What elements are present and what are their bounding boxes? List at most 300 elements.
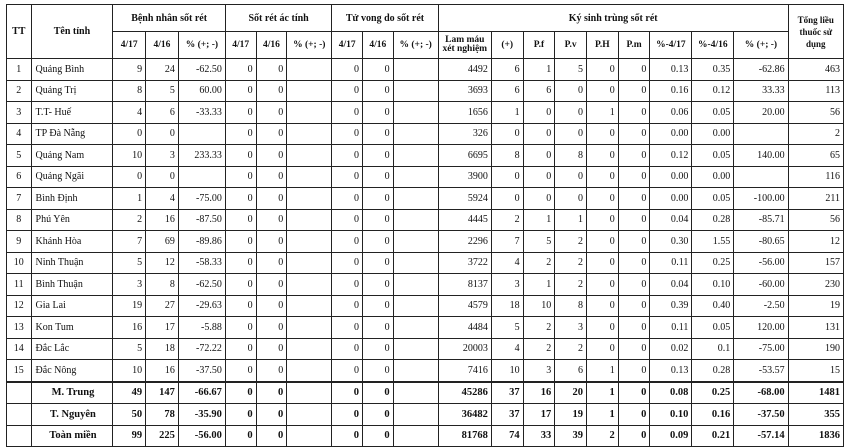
table-cell: -75.00: [734, 338, 788, 360]
table-cell: 0: [256, 317, 287, 339]
table-cell: -80.65: [734, 231, 788, 253]
table-cell: 0: [491, 123, 523, 145]
table-cell: 0: [491, 166, 523, 188]
table-cell: 2: [523, 252, 555, 274]
table-cell: 0: [618, 252, 650, 274]
table-cell: 12: [788, 231, 843, 253]
table-cell: 2: [587, 425, 619, 447]
table-cell: 0: [256, 404, 287, 426]
table-cell: 0: [332, 425, 363, 447]
table-body: [7, 59, 844, 447]
table-cell: 0: [225, 59, 256, 81]
table-cell: 0: [146, 166, 179, 188]
table-cell: -89.86: [178, 231, 225, 253]
table-cell: 0: [225, 188, 256, 210]
table-cell: 0: [332, 59, 363, 81]
table-cell: 0: [618, 102, 650, 124]
table-cell: 4: [491, 338, 523, 360]
table-cell: 0: [225, 209, 256, 231]
table-row: [7, 360, 844, 382]
table-cell: 0.00: [650, 188, 692, 210]
table-cell: [393, 274, 438, 296]
table-cell: 0: [332, 188, 363, 210]
table-cell: 8: [491, 145, 523, 167]
table-cell: [393, 102, 438, 124]
table-cell: 0: [555, 166, 587, 188]
table-cell: 0: [256, 252, 287, 274]
province-name: Quảng Bình: [31, 59, 113, 81]
table-cell: 1: [555, 209, 587, 231]
table-cell: 0: [587, 274, 619, 296]
table-cell: 0.00: [650, 123, 692, 145]
table-cell: 3: [113, 274, 146, 296]
table-cell: 0: [491, 188, 523, 210]
table-cell: 1656: [438, 102, 491, 124]
table-cell: 0: [618, 123, 650, 145]
table-cell: 190: [788, 338, 843, 360]
row-number: 1: [7, 59, 32, 81]
table-cell: 0: [618, 404, 650, 426]
table-cell: 2: [491, 209, 523, 231]
table-cell: 0: [618, 59, 650, 81]
table-cell: 0: [362, 382, 393, 404]
table-cell: 2: [555, 274, 587, 296]
table-cell: 0: [618, 80, 650, 102]
table-cell: 0.16: [692, 404, 734, 426]
row-number: 10: [7, 252, 32, 274]
table-cell: 0: [587, 188, 619, 210]
table-cell: 2: [113, 209, 146, 231]
table-cell: 0: [618, 231, 650, 253]
table-cell: 0.00: [650, 166, 692, 188]
table-cell: 0: [256, 295, 287, 317]
table-cell: 19: [113, 295, 146, 317]
table-cell: 5: [491, 317, 523, 339]
table-cell: 0: [225, 231, 256, 253]
table-cell: 4492: [438, 59, 491, 81]
subheader-p-pct: % (+; -): [178, 32, 225, 59]
table-cell: 5: [113, 252, 146, 274]
header-province: Tên tỉnh: [31, 5, 113, 59]
table-cell: 0: [523, 166, 555, 188]
row-number: 3: [7, 102, 32, 124]
table-cell: [287, 209, 332, 231]
table-cell: 0: [587, 231, 619, 253]
table-cell: 0.05: [692, 317, 734, 339]
subheader-pct-4-17: %-4/17: [650, 32, 692, 59]
row-number: 7: [7, 188, 32, 210]
table-cell: -53.57: [734, 360, 788, 382]
table-cell: 0.08: [650, 382, 692, 404]
province-name: Quảng Nam: [31, 145, 113, 167]
table-cell: 0.12: [692, 80, 734, 102]
table-row: [7, 317, 844, 339]
table-row: [7, 295, 844, 317]
table-cell: -2.50: [734, 295, 788, 317]
table-cell: 33.33: [734, 80, 788, 102]
table-cell: [393, 145, 438, 167]
table-cell: 1: [523, 59, 555, 81]
table-cell: 225: [146, 425, 179, 447]
table-cell: 0.25: [692, 382, 734, 404]
table-cell: 0: [225, 145, 256, 167]
table-row: [7, 188, 844, 210]
header-deaths: Tử vong do sốt rét: [332, 5, 438, 32]
table-cell: 0: [587, 59, 619, 81]
table-cell: 0: [225, 295, 256, 317]
table-cell: 0: [618, 166, 650, 188]
table-cell: 0: [332, 274, 363, 296]
table-cell: 0: [256, 145, 287, 167]
table-cell: 0: [256, 166, 287, 188]
table-cell: 10: [113, 145, 146, 167]
table-cell: 8: [113, 80, 146, 102]
subheader-s-4-17: 4/17: [225, 32, 256, 59]
table-cell: 1: [587, 382, 619, 404]
table-cell: 0: [618, 274, 650, 296]
table-cell: 0: [256, 80, 287, 102]
table-cell: 0: [225, 123, 256, 145]
table-cell: 0: [362, 80, 393, 102]
table-cell: 4: [113, 102, 146, 124]
table-cell: [287, 59, 332, 81]
table-cell: 0.04: [650, 209, 692, 231]
table-cell: 4: [146, 188, 179, 210]
table-cell: 0: [618, 338, 650, 360]
table-cell: 6695: [438, 145, 491, 167]
table-cell: 65: [788, 145, 843, 167]
table-row: [7, 252, 844, 274]
table-cell: 0: [362, 252, 393, 274]
subheader-pos: (+): [491, 32, 523, 59]
table-cell: 0: [225, 382, 256, 404]
table-cell: 0.13: [650, 59, 692, 81]
table-cell: -37.50: [734, 404, 788, 426]
table-cell: 78: [146, 404, 179, 426]
table-cell: 16: [146, 360, 179, 382]
table-cell: 1: [587, 404, 619, 426]
province-name: T.T- Huế: [31, 102, 113, 124]
table-cell: 0: [618, 209, 650, 231]
table-cell: 5: [113, 338, 146, 360]
table-cell: 3: [146, 145, 179, 167]
table-cell: 33: [523, 425, 555, 447]
table-cell: 0.05: [692, 102, 734, 124]
table-cell: 0: [587, 295, 619, 317]
table-cell: 45286: [438, 382, 491, 404]
table-cell: [287, 317, 332, 339]
subheader-pct-chg: % (+; -): [734, 32, 788, 59]
province-name: Đắc Lắc: [31, 338, 113, 360]
table-cell: 1836: [788, 425, 843, 447]
table-cell: 12: [146, 252, 179, 274]
table-cell: 74: [491, 425, 523, 447]
province-name: Toàn miền: [31, 425, 113, 447]
table-cell: 0: [523, 188, 555, 210]
subheader-p-4-16: 4/16: [146, 32, 179, 59]
table-header: [7, 5, 844, 59]
table-cell: 0: [618, 317, 650, 339]
table-cell: 10: [491, 360, 523, 382]
table-cell: 0: [332, 80, 363, 102]
subheader-d-4-17: 4/17: [332, 32, 363, 59]
table-cell: [287, 188, 332, 210]
table-cell: 0: [146, 123, 179, 145]
table-cell: 0: [256, 382, 287, 404]
table-cell: [287, 425, 332, 447]
table-cell: [287, 295, 332, 317]
province-name: Quảng Trị: [31, 80, 113, 102]
table-cell: 6: [146, 102, 179, 124]
table-cell: 3: [491, 274, 523, 296]
table-cell: 8137: [438, 274, 491, 296]
table-cell: 5: [523, 231, 555, 253]
table-cell: 39: [555, 425, 587, 447]
header-tt: TT: [7, 5, 32, 59]
table-cell: 27: [146, 295, 179, 317]
table-cell: 0: [362, 404, 393, 426]
table-cell: 1: [491, 102, 523, 124]
table-cell: [393, 317, 438, 339]
table-cell: 0.10: [692, 274, 734, 296]
table-cell: -5.88: [178, 317, 225, 339]
table-cell: 24: [146, 59, 179, 81]
row-number: 8: [7, 209, 32, 231]
table-cell: 0: [587, 317, 619, 339]
table-cell: 36482: [438, 404, 491, 426]
table-cell: 1481: [788, 382, 843, 404]
table-cell: 0: [362, 145, 393, 167]
table-row: [7, 209, 844, 231]
table-cell: [393, 425, 438, 447]
subheader-p-4-17: 4/17: [113, 32, 146, 59]
table-cell: 0: [587, 338, 619, 360]
subheader-s-pct: % (+; -): [287, 32, 332, 59]
subheader-d-4-16: 4/16: [362, 32, 393, 59]
table-cell: [393, 338, 438, 360]
table-cell: [393, 123, 438, 145]
table-cell: 6: [491, 80, 523, 102]
table-cell: 0: [332, 231, 363, 253]
table-cell: 0: [587, 252, 619, 274]
table-cell: 0.28: [692, 209, 734, 231]
table-cell: 16: [113, 317, 146, 339]
table-cell: 3: [555, 317, 587, 339]
table-cell: 2: [523, 317, 555, 339]
table-cell: 0: [256, 123, 287, 145]
table-cell: 60.00: [178, 80, 225, 102]
table-cell: -57.14: [734, 425, 788, 447]
province-name: Bình Định: [31, 188, 113, 210]
table-cell: -62.50: [178, 274, 225, 296]
table-cell: 17: [146, 317, 179, 339]
table-cell: 7416: [438, 360, 491, 382]
table-cell: -75.00: [178, 188, 225, 210]
table-cell: 0: [332, 102, 363, 124]
table-cell: 0: [362, 123, 393, 145]
table-cell: 0: [256, 360, 287, 382]
table-row: [7, 145, 844, 167]
table-cell: -72.22: [178, 338, 225, 360]
table-cell: -62.50: [178, 59, 225, 81]
table-cell: 0: [555, 80, 587, 102]
header-severe: Sốt rét ác tính: [225, 5, 331, 32]
table-cell: 19: [555, 404, 587, 426]
table-cell: [393, 252, 438, 274]
table-cell: 1: [587, 102, 619, 124]
table-cell: [287, 360, 332, 382]
table-cell: [393, 404, 438, 426]
table-cell: 0: [332, 209, 363, 231]
table-cell: 8: [555, 145, 587, 167]
table-cell: 0.40: [692, 295, 734, 317]
table-cell: 37: [491, 382, 523, 404]
table-cell: [287, 231, 332, 253]
table-cell: 0: [332, 123, 363, 145]
table-cell: [178, 166, 225, 188]
table-row: [7, 274, 844, 296]
table-cell: [287, 338, 332, 360]
table-cell: [393, 295, 438, 317]
table-cell: 1: [523, 209, 555, 231]
table-cell: 0: [256, 209, 287, 231]
table-cell: [287, 404, 332, 426]
subheader-s-4-16: 4/16: [256, 32, 287, 59]
table-cell: [734, 166, 788, 188]
table-cell: 0: [332, 382, 363, 404]
table-cell: 0: [332, 252, 363, 274]
table-cell: 19: [788, 295, 843, 317]
subheader-d-pct: % (+; -): [393, 32, 438, 59]
table-cell: [393, 231, 438, 253]
row-number: 4: [7, 123, 32, 145]
table-cell: 233.33: [178, 145, 225, 167]
province-name: T. Nguyên: [31, 404, 113, 426]
province-name: Khánh Hòa: [31, 231, 113, 253]
table-cell: [393, 80, 438, 102]
table-cell: 20.00: [734, 102, 788, 124]
table-cell: 0: [332, 295, 363, 317]
table-cell: 0.05: [692, 145, 734, 167]
table-cell: 99: [113, 425, 146, 447]
table-cell: [393, 59, 438, 81]
subheader-ph: P.H: [587, 32, 619, 59]
table-cell: 0.28: [692, 360, 734, 382]
table-cell: 0.06: [650, 102, 692, 124]
table-cell: 5: [146, 80, 179, 102]
table-cell: 0: [225, 317, 256, 339]
table-cell: [393, 209, 438, 231]
table-cell: 0: [587, 123, 619, 145]
table-cell: 0.16: [650, 80, 692, 102]
row-number: 6: [7, 166, 32, 188]
table-cell: 0: [618, 295, 650, 317]
table-cell: 4445: [438, 209, 491, 231]
row-number: 9: [7, 231, 32, 253]
table-cell: 463: [788, 59, 843, 81]
table-cell: 140.00: [734, 145, 788, 167]
table-cell: 0.25: [692, 252, 734, 274]
table-cell: 0: [225, 102, 256, 124]
table-cell: 0: [225, 404, 256, 426]
table-cell: 0.00: [692, 123, 734, 145]
row-number: 12: [7, 295, 32, 317]
table-cell: -60.00: [734, 274, 788, 296]
table-cell: 0.00: [692, 166, 734, 188]
table-cell: 5: [555, 59, 587, 81]
table-cell: 20003: [438, 338, 491, 360]
table-cell: -33.33: [178, 102, 225, 124]
table-cell: [287, 274, 332, 296]
table-cell: 0.09: [650, 425, 692, 447]
table-cell: 0.30: [650, 231, 692, 253]
table-row: [7, 166, 844, 188]
row-number: 14: [7, 338, 32, 360]
table-cell: 6: [491, 59, 523, 81]
table-cell: 2: [788, 123, 843, 145]
table-cell: 0: [523, 102, 555, 124]
table-cell: [393, 166, 438, 188]
table-cell: 6: [523, 80, 555, 102]
table-cell: 0: [362, 166, 393, 188]
table-cell: -68.00: [734, 382, 788, 404]
table-cell: 0.02: [650, 338, 692, 360]
table-cell: 113: [788, 80, 843, 102]
table-cell: 0: [587, 166, 619, 188]
table-cell: 0: [587, 80, 619, 102]
table-cell: 0: [362, 338, 393, 360]
table-cell: 116: [788, 166, 843, 188]
table-cell: 69: [146, 231, 179, 253]
table-cell: -87.50: [178, 209, 225, 231]
table-cell: 0: [362, 274, 393, 296]
table-cell: -66.67: [178, 382, 225, 404]
table-cell: 0: [618, 360, 650, 382]
table-cell: 17: [523, 404, 555, 426]
table-cell: [287, 252, 332, 274]
table-cell: 0.05: [692, 188, 734, 210]
table-cell: [287, 145, 332, 167]
table-cell: 1: [523, 274, 555, 296]
table-cell: 1: [113, 188, 146, 210]
table-cell: [287, 123, 332, 145]
province-name: Đắc Nông: [31, 360, 113, 382]
province-name: Ninh Thuận: [31, 252, 113, 274]
table-cell: 0: [256, 425, 287, 447]
table-cell: -58.33: [178, 252, 225, 274]
table-cell: 37: [491, 404, 523, 426]
table-cell: 16: [146, 209, 179, 231]
table-cell: 6: [555, 360, 587, 382]
table-cell: [287, 382, 332, 404]
table-cell: 0: [332, 404, 363, 426]
table-cell: [393, 382, 438, 404]
table-cell: 0: [256, 188, 287, 210]
table-cell: 5924: [438, 188, 491, 210]
table-cell: 0: [362, 59, 393, 81]
table-cell: 0.39: [650, 295, 692, 317]
row-number: 5: [7, 145, 32, 167]
table-cell: 56: [788, 209, 843, 231]
table-cell: 0: [618, 188, 650, 210]
table-cell: 0: [587, 209, 619, 231]
table-cell: 0: [555, 123, 587, 145]
table-cell: 0: [332, 145, 363, 167]
header-drugs: Tổng liều thuốc sử dụng: [788, 5, 843, 59]
table-cell: 0: [523, 123, 555, 145]
row-number: [7, 382, 32, 404]
table-cell: 0: [256, 102, 287, 124]
